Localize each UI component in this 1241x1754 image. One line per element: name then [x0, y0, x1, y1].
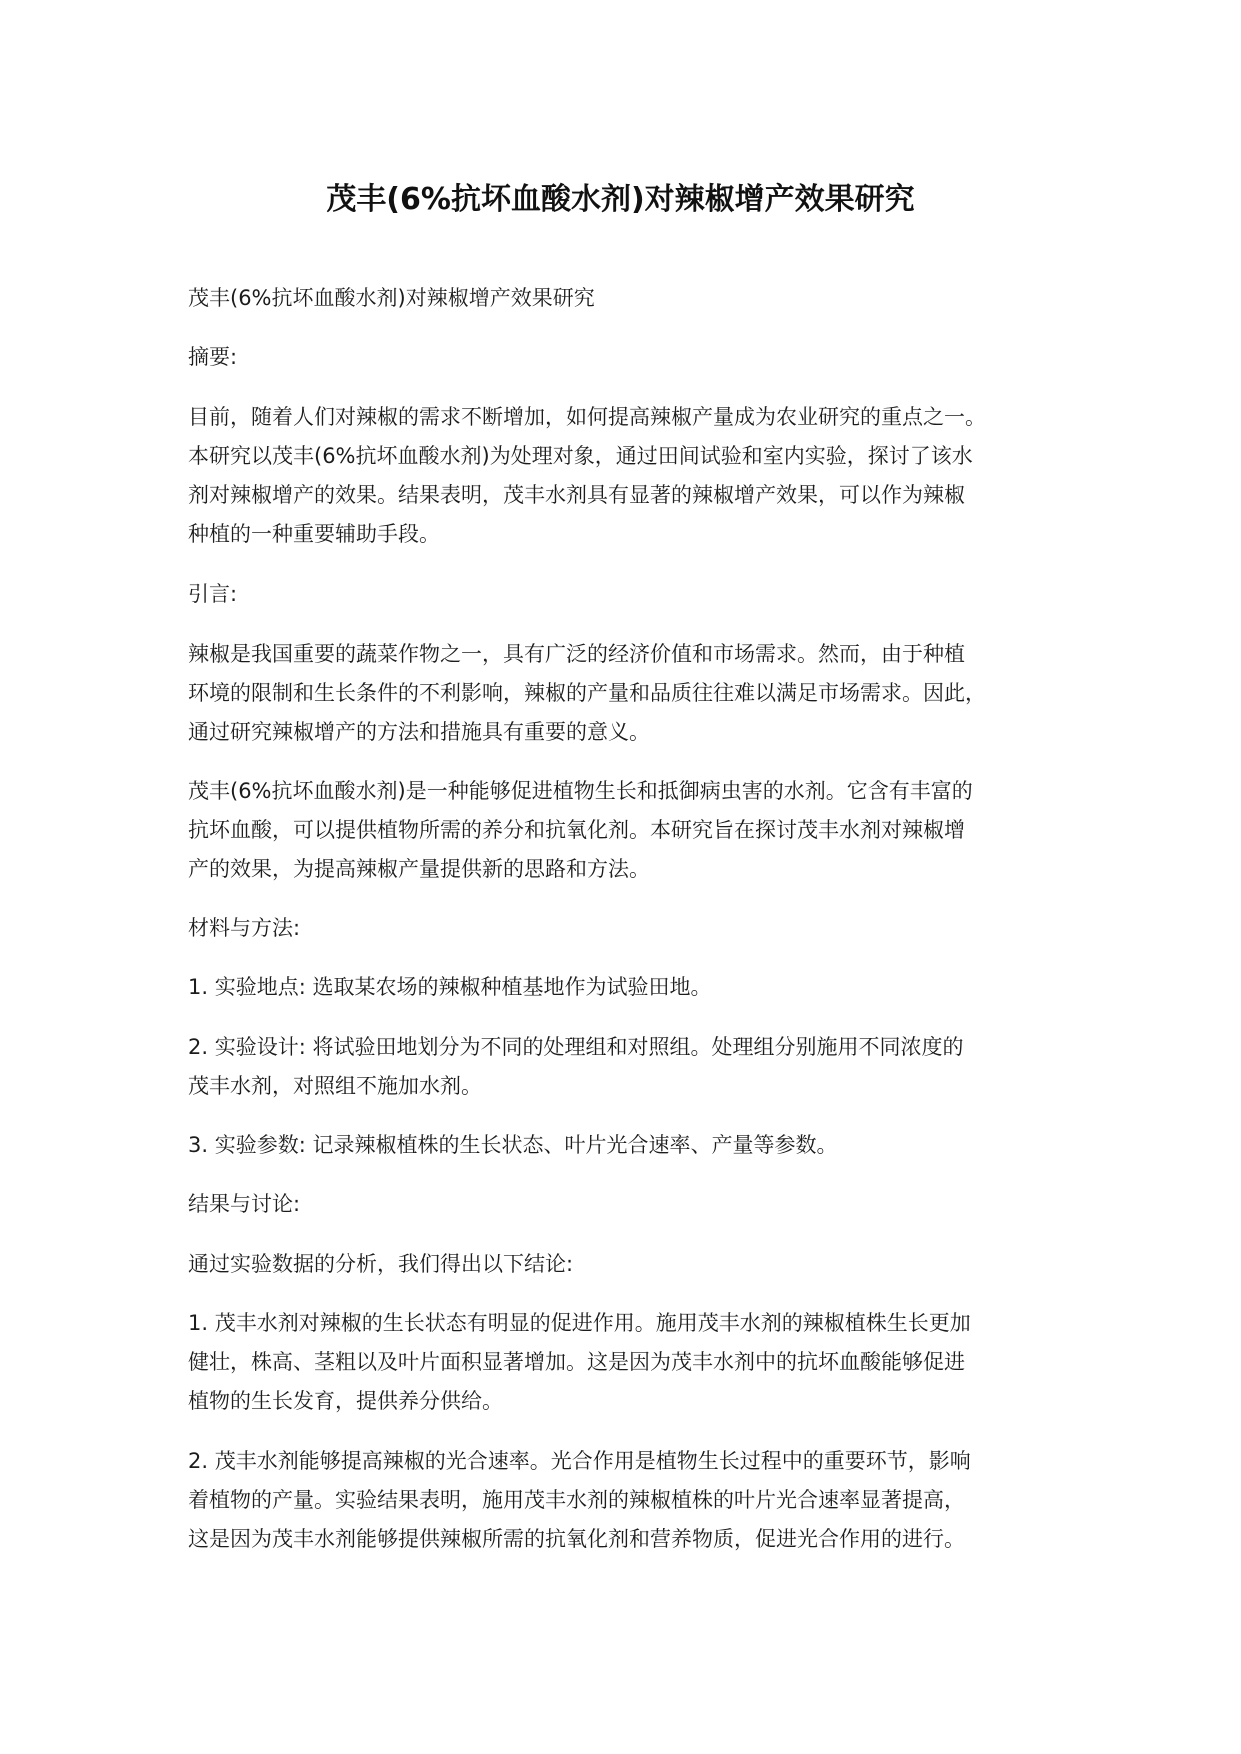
text-line: 本研究以茂丰(6%抗坏血酸水剂)为处理对象，通过田间试验和室内实验，探讨了该水 [188, 444, 973, 468]
list-item: 2. 茂丰水剂能够提高辣椒的光合速率。光合作用是植物生长过程中的重要环节，影响 [188, 1449, 971, 1473]
text-line: 目前，随着人们对辣椒的需求不断增加，如何提高辣椒产量成为农业研究的重点之一。 [188, 405, 986, 429]
list-item: 1. 茂丰水剂对辣椒的生长状态有明显的促进作用。施用茂丰水剂的辣椒植株生长更加 [188, 1311, 971, 1335]
heading-methods: 材料与方法: [188, 916, 301, 940]
heading-results: 结果与讨论: [188, 1192, 301, 1216]
text-line: 产的效果，为提高辣椒产量提供新的思路和方法。 [188, 857, 650, 881]
subtitle-line: 茂丰(6%抗坏血酸水剂)对辣椒增产效果研究 [188, 286, 595, 310]
list-item: 1. 实验地点: 选取某农场的辣椒种植基地作为试验田地。 [188, 975, 712, 999]
list-item-continued: 健壮，株高、茎粗以及叶片面积显著增加。这是因为茂丰水剂中的抗坏血酸能够促进 [188, 1350, 965, 1374]
text-line: 环境的限制和生长条件的不利影响，辣椒的产量和品质往往难以满足市场需求。因此， [188, 681, 986, 705]
text-line: 抗坏血酸，可以提供植物所需的养分和抗氧化剂。本研究旨在探讨茂丰水剂对辣椒增 [188, 818, 965, 842]
text-line: 辣椒是我国重要的蔬菜作物之一，具有广泛的经济价值和市场需求。然而，由于种植 [188, 642, 965, 666]
list-item-continued: 这是因为茂丰水剂能够提供辣椒所需的抗氧化剂和营养物质，促进光合作用的进行。 [188, 1527, 965, 1551]
list-item: 2. 实验设计: 将试验田地划分为不同的处理组和对照组。处理组分别施用不同浓度的 [188, 1035, 964, 1059]
text-line: 通过实验数据的分析，我们得出以下结论: [188, 1252, 574, 1276]
text-line: 茂丰(6%抗坏血酸水剂)是一种能够促进植物生长和抵御病虫害的水剂。它含有丰富的 [188, 779, 973, 803]
list-item-continued: 植物的生长发育，提供养分供给。 [188, 1389, 503, 1413]
list-item: 3. 实验参数: 记录辣椒植株的生长状态、叶片光合速率、产量等参数。 [188, 1133, 838, 1157]
heading-introduction: 引言: [188, 582, 238, 606]
list-item-continued: 茂丰水剂，对照组不施加水剂。 [188, 1074, 482, 1098]
heading-abstract: 摘要: [188, 345, 238, 369]
list-item-continued: 着植物的产量。实验结果表明，施用茂丰水剂的辣椒植株的叶片光合速率显著提高， [188, 1488, 965, 1512]
document-title: 茂丰(6%抗坏血酸水剂)对辣椒增产效果研究 [326, 182, 915, 217]
text-line: 通过研究辣椒增产的方法和措施具有重要的意义。 [188, 720, 650, 744]
text-line: 种植的一种重要辅助手段。 [188, 522, 440, 546]
text-line: 剂对辣椒增产的效果。结果表明，茂丰水剂具有显著的辣椒增产效果，可以作为辣椒 [188, 483, 965, 507]
